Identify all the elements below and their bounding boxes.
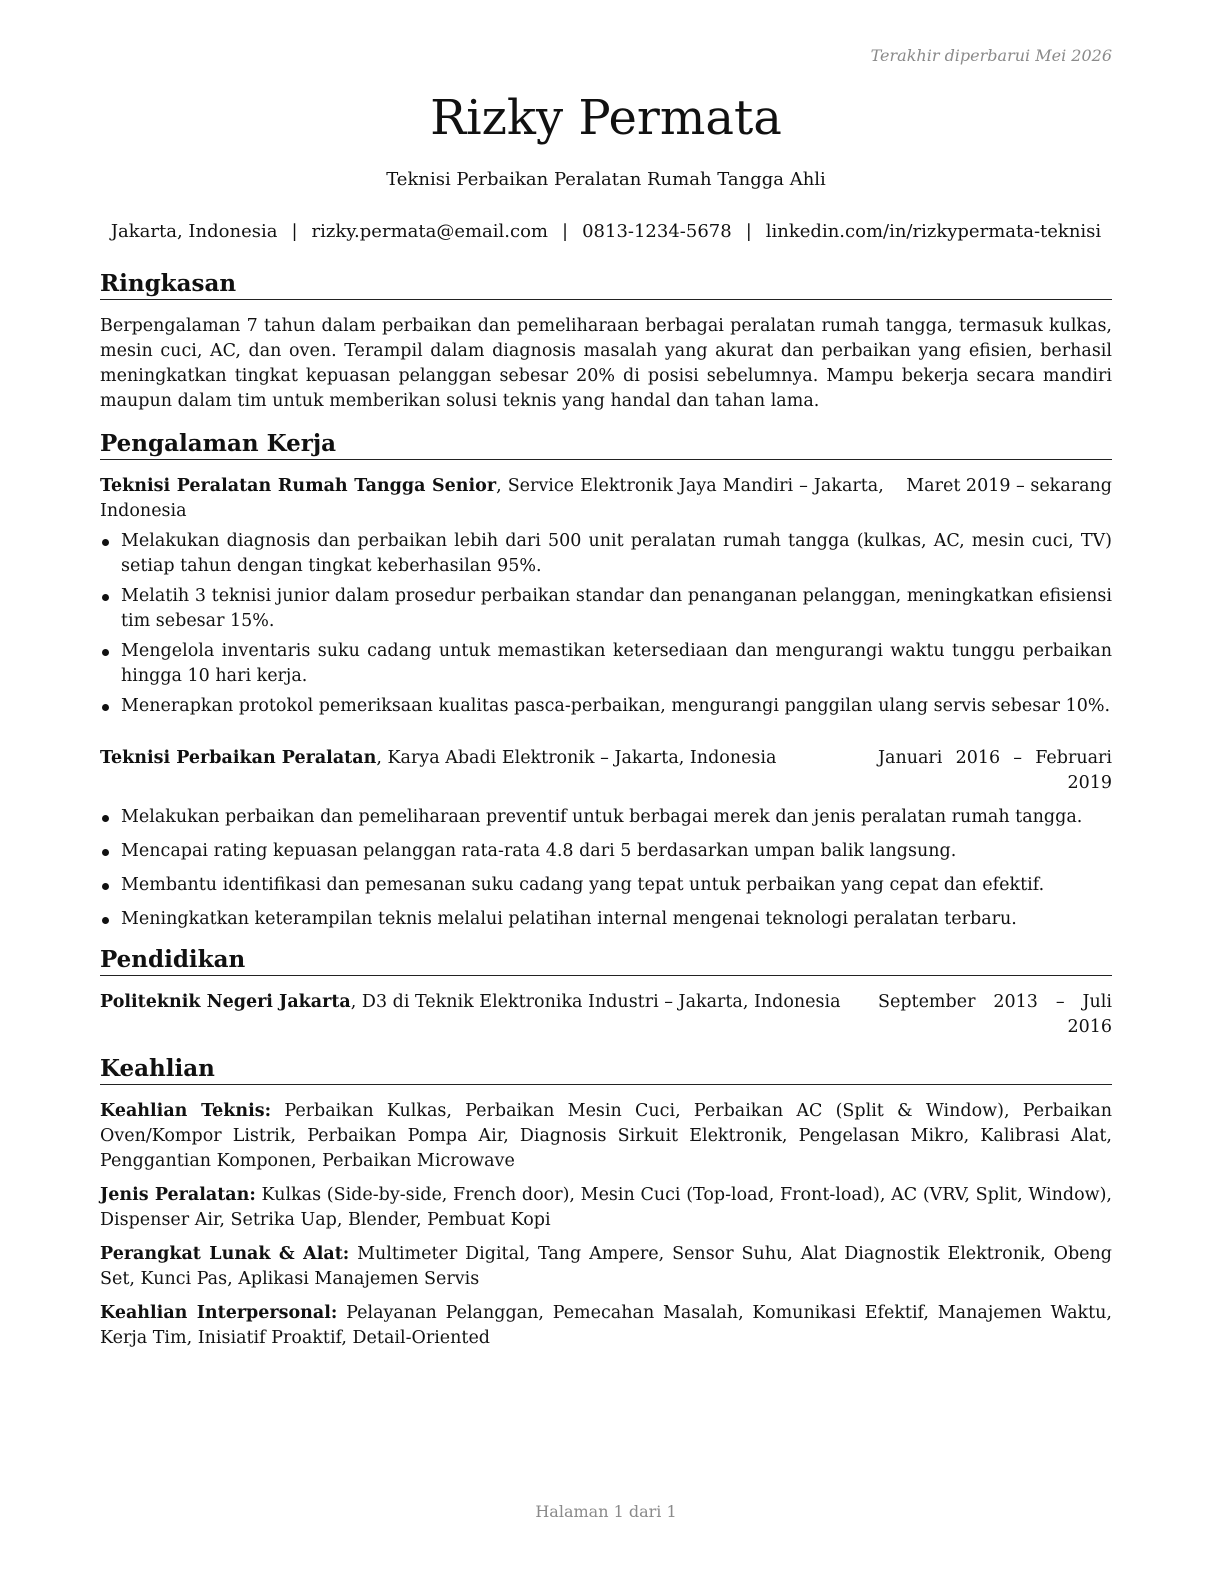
skill-group-label: Jenis Peralatan: [100,1185,256,1205]
list-item: Mencapai rating kepuasan pelanggan rata-rata 4.8 dari 5 berdasarkan umpan balik langsung. [100,839,1112,864]
job-entry [100,474,1112,719]
job-dates: Januari 2016 – Februari 2019 [878,748,1112,793]
job-bullets [100,529,1112,719]
candidate-title: Teknisi Perbaikan Peralatan Rumah Tangga Ahli [386,169,826,190]
job-entry [100,746,1112,932]
summary-section [100,270,1112,414]
job-role: Teknisi Perbaikan Peralatan [100,748,377,768]
education-detail: , D3 di Teknik Elektronika Industri – Jakarta, Indonesia [350,992,841,1012]
job-role: Teknisi Peralatan Rumah Tangga Senior [100,476,497,496]
education-entry [100,990,1112,1040]
skills-section [100,1055,1112,1351]
contact-linkedin[interactable]: linkedin.com/in/rizkypermata-teknisi [765,221,1102,242]
contact-email[interactable]: rizky.permata@email.com [311,221,549,242]
list-item: Meningkatkan keterampilan teknis melalui pelatihan internal mengenai teknologi peralatan terbaru. [100,907,1112,932]
skill-group [100,1242,1112,1292]
job-bullets [100,805,1112,932]
job-company: , Karya Abadi Elektronik – Jakarta, Indonesia [376,748,777,768]
list-item: Melakukan diagnosis dan perbaikan lebih dari 500 unit peralatan rumah tangga (kulkas, AC, mesin cuci, TV) setiap tahun dengan tingkat keberhasilan 95%. [100,529,1112,579]
contact-separator: | [745,221,752,242]
list-item: Membantu identifikasi dan pemesanan suku cadang yang tepat untuk perbaikan yang cepat dan efektif. [100,873,1112,898]
experience-heading: Pengalaman Kerja [100,430,1112,460]
skill-group-label: Keahlian Teknis: [100,1101,272,1121]
education-section [100,946,1112,1040]
last-updated-note: Terakhir diperbarui Mei 2026 [870,46,1112,65]
summary-text: Berpengalaman 7 tahun dalam perbaikan dan pemeliharaan berbagai peralatan rumah tangga, termasuk kulkas, mesin cuci, AC, dan oven. Terampil dalam diagnosis masalah yang akurat dan perbaikan yang efisien, berhasil meningkatkan tingkat kepuasan pelanggan sebesar 20% di posisi sebelumnya. Mampu bekerja secara mandiri maupun dalam tim untuk memberikan solusi teknis yang handal dan tahan lama. [100,316,1112,411]
contact-separator: | [291,221,298,242]
list-item: Melatih 3 teknisi junior dalam prosedur perbaikan standar dan penanganan pelanggan, meningkatkan efisiensi tim sebesar 15%. [100,584,1112,634]
list-item: Menerapkan protokol pemeriksaan kualitas pasca-perbaikan, mengurangi panggilan ulang servis sebesar 10%. [100,694,1112,719]
job-title-line [100,474,884,524]
skill-group-label: Keahlian Interpersonal: [100,1303,338,1323]
skill-group-text: Multimeter Digital, Tang Ampere, Sensor Suhu, Alat Diagnostik Elektronik, Obeng Set, Kunci Pas, Aplikasi Manajemen Servis [100,1244,1112,1289]
contact-separator: | [562,221,569,242]
list-item: Mengelola inventaris suku cadang untuk memastikan ketersediaan dan mengurangi waktu tunggu perbaikan hingga 10 hari kerja. [100,639,1112,689]
job-company: , Service Elektronik Jaya Mandiri – Jakarta, Indonesia [100,476,884,521]
job-header [100,474,1112,524]
page-number: Halaman 1 dari 1 [535,1502,677,1521]
resume-page [100,0,1112,1584]
contact-location: Jakarta, Indonesia [110,221,278,242]
education-title-line [100,990,860,1040]
job-header [100,746,1112,796]
job-dates: Maret 2019 – sekarang [906,476,1112,496]
summary-heading: Ringkasan [100,270,1112,300]
skill-group-text: Perbaikan Kulkas, Perbaikan Mesin Cuci, Perbaikan AC (Split & Window), Perbaikan Oven/Kompor Listrik, Perbaikan Pompa Air, Diagnosis Sirkuit Elektronik, Pengelasan Mikro, Kalibrasi Alat, Penggantian Komponen, Perbaikan Microwave [100,1101,1112,1171]
skill-group-text: Kulkas (Side-by-side, French door), Mesin Cuci (Top-load, Front-load), AC (VRV, Split, Window), Dispenser Air, Setrika Uap, Blender, Pembuat Kopi [100,1185,1112,1230]
skill-group [100,1099,1112,1174]
skill-group-label: Perangkat Lunak & Alat: [100,1244,350,1264]
job-title-line [100,746,860,796]
skill-group [100,1301,1112,1351]
education-school: Politeknik Negeri Jakarta [100,992,351,1012]
education-dates: September 2013 – Juli 2016 [878,992,1112,1037]
contact-line [100,220,1112,244]
skill-group [100,1183,1112,1233]
education-heading: Pendidikan [100,946,1112,976]
skill-group-text: Pelayanan Pelanggan, Pemecahan Masalah, Komunikasi Efektif, Manajemen Waktu, Kerja Tim, Inisiatif Proaktif, Detail-Oriented [100,1303,1112,1348]
list-item: Melakukan perbaikan dan pemeliharaan preventif untuk berbagai merek dan jenis peralatan rumah tangga. [100,805,1112,830]
contact-phone: 0813-1234-5678 [582,221,732,242]
candidate-name: Rizky Permata [430,90,782,146]
skills-heading: Keahlian [100,1055,1112,1085]
experience-section [100,430,1112,932]
